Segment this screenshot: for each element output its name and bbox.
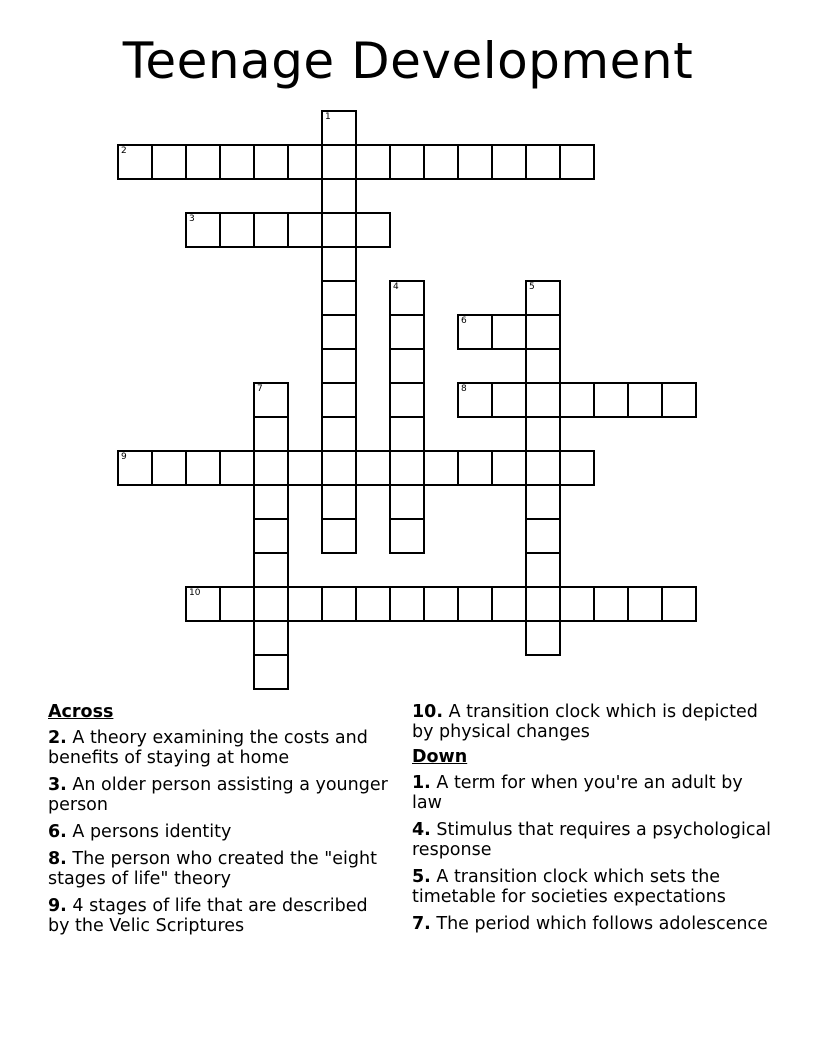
grid-cell[interactable]	[321, 110, 357, 146]
clue-across-10	[412, 702, 772, 742]
clue-number: 5.	[412, 867, 431, 887]
grid-cell[interactable]	[287, 144, 323, 180]
grid-cell[interactable]	[389, 144, 425, 180]
grid-cell[interactable]	[321, 484, 357, 520]
page-title: Teenage Development	[122, 32, 694, 90]
grid-cell[interactable]	[525, 144, 561, 180]
grid-cell[interactable]	[389, 416, 425, 452]
grid-cell[interactable]	[457, 314, 493, 350]
grid-cell[interactable]	[457, 450, 493, 486]
grid-cell[interactable]	[491, 314, 527, 350]
grid-cell[interactable]	[287, 450, 323, 486]
grid-cell[interactable]	[355, 212, 391, 248]
grid-cell[interactable]	[287, 586, 323, 622]
clue-number: 8.	[48, 849, 67, 869]
grid-cell[interactable]	[559, 450, 595, 486]
grid-cell[interactable]	[321, 382, 357, 418]
cell-number: 5	[529, 282, 535, 292]
grid-cell[interactable]	[287, 212, 323, 248]
cell-number: 9	[121, 452, 127, 462]
grid-cell[interactable]	[185, 450, 221, 486]
down-heading: Down	[412, 747, 468, 767]
grid-cell[interactable]	[525, 416, 561, 452]
grid-cell[interactable]	[321, 416, 357, 452]
clue-number: 9.	[48, 896, 67, 916]
clue-down-5	[412, 867, 772, 907]
clue-column-left	[48, 702, 393, 943]
grid-cell[interactable]	[389, 348, 425, 384]
grid-cell[interactable]	[525, 620, 561, 656]
clue-text: 4 stages of life that are described by the Velic Scriptures	[48, 896, 368, 936]
grid-cell[interactable]	[457, 382, 493, 418]
cell-number: 2	[121, 146, 127, 156]
clue-text: A term for when you're an adult by law	[412, 773, 743, 813]
grid-cell[interactable]	[185, 212, 221, 248]
grid-cell[interactable]	[321, 518, 357, 554]
clue-text: A theory examining the costs and benefits of staying at home	[48, 728, 368, 768]
grid-cell[interactable]	[593, 586, 629, 622]
grid-cell[interactable]	[253, 620, 289, 656]
cell-number: 7	[257, 384, 263, 394]
grid-cell[interactable]	[321, 178, 357, 214]
grid-cell[interactable]	[321, 314, 357, 350]
clue-text: A persons identity	[72, 822, 232, 842]
clue-down-4	[412, 820, 772, 860]
grid-cell[interactable]	[253, 450, 289, 486]
clue-text: A transition clock which is depicted by physical changes	[412, 702, 758, 742]
grid-cell[interactable]	[219, 586, 255, 622]
grid-cell[interactable]	[117, 450, 153, 486]
grid-cell[interactable]	[661, 586, 697, 622]
clue-column-right	[412, 702, 772, 941]
grid-cell[interactable]	[559, 144, 595, 180]
grid-cell[interactable]	[525, 450, 561, 486]
grid-cell[interactable]	[355, 450, 391, 486]
grid-cell[interactable]	[389, 314, 425, 350]
across-heading: Across	[48, 702, 114, 722]
grid-cell[interactable]	[151, 450, 187, 486]
grid-cell[interactable]	[389, 484, 425, 520]
grid-cell[interactable]	[321, 586, 357, 622]
grid-cell[interactable]	[355, 586, 391, 622]
grid-cell[interactable]	[321, 212, 357, 248]
grid-cell[interactable]	[253, 382, 289, 418]
grid-cell[interactable]	[219, 144, 255, 180]
grid-cell[interactable]	[423, 144, 459, 180]
grid-cell[interactable]	[525, 552, 561, 588]
grid-cell[interactable]	[423, 586, 459, 622]
grid-cell[interactable]	[457, 144, 493, 180]
grid-cell[interactable]	[253, 586, 289, 622]
grid-cell[interactable]	[253, 416, 289, 452]
grid-cell[interactable]	[661, 382, 697, 418]
grid-cell[interactable]	[219, 450, 255, 486]
clue-across-2	[48, 728, 393, 768]
clue-number: 7.	[412, 914, 431, 934]
grid-cell[interactable]	[321, 348, 357, 384]
grid-cell[interactable]	[525, 280, 561, 316]
grid-cell[interactable]	[559, 382, 595, 418]
grid-cell[interactable]	[525, 586, 561, 622]
grid-cell[interactable]	[253, 484, 289, 520]
grid-cell[interactable]	[185, 144, 221, 180]
grid-cell[interactable]	[525, 484, 561, 520]
grid-cell[interactable]	[491, 586, 527, 622]
clue-down-7	[412, 914, 772, 934]
grid-cell[interactable]	[389, 280, 425, 316]
grid-cell[interactable]	[321, 246, 357, 282]
clue-across-9	[48, 896, 393, 936]
clue-across-6	[48, 822, 393, 842]
grid-cell[interactable]	[491, 450, 527, 486]
grid-cell[interactable]	[525, 348, 561, 384]
grid-cell[interactable]	[593, 382, 629, 418]
clue-text: An older person assisting a younger person	[48, 775, 388, 815]
cell-number: 8	[461, 384, 467, 394]
grid-cell[interactable]	[491, 382, 527, 418]
clue-number: 6.	[48, 822, 67, 842]
cell-number: 3	[189, 214, 195, 224]
grid-cell[interactable]	[389, 450, 425, 486]
grid-cell[interactable]	[389, 518, 425, 554]
grid-cell[interactable]	[389, 382, 425, 418]
clue-text: Stimulus that requires a psychological response	[412, 820, 772, 860]
grid-cell[interactable]	[253, 212, 289, 248]
grid-cell[interactable]	[253, 654, 289, 690]
grid-cell[interactable]	[525, 314, 561, 350]
grid-cell[interactable]	[117, 144, 153, 180]
clue-number: 3.	[48, 775, 67, 795]
clue-text: The period which follows adolescence	[436, 914, 768, 934]
clue-number: 4.	[412, 820, 431, 840]
clue-across-3	[48, 775, 393, 815]
grid-cell[interactable]	[457, 586, 493, 622]
clue-number: 2.	[48, 728, 67, 748]
grid-cell[interactable]	[219, 212, 255, 248]
grid-cell[interactable]	[355, 144, 391, 180]
grid-cell[interactable]	[559, 586, 595, 622]
grid-cell[interactable]	[151, 144, 187, 180]
clue-down-1	[412, 773, 772, 813]
grid-cell[interactable]	[253, 144, 289, 180]
grid-cell[interactable]	[253, 518, 289, 554]
cell-number: 4	[393, 282, 399, 292]
clue-text: A transition clock which sets the timetable for societies expectations	[412, 867, 726, 907]
grid-cell[interactable]	[525, 518, 561, 554]
cell-number: 1	[325, 112, 331, 122]
grid-cell[interactable]	[627, 586, 663, 622]
cell-number: 6	[461, 316, 467, 326]
grid-cell[interactable]	[185, 586, 221, 622]
grid-cell[interactable]	[253, 552, 289, 588]
clue-text: The person who created the "eight stages of life" theory	[48, 849, 377, 889]
grid-cell[interactable]	[321, 144, 357, 180]
clue-across-8	[48, 849, 393, 889]
clue-number: 1.	[412, 773, 431, 793]
grid-cell[interactable]	[627, 382, 663, 418]
cell-number: 10	[189, 588, 201, 598]
grid-cell[interactable]	[491, 144, 527, 180]
clue-number: 10.	[412, 702, 444, 722]
grid-cell[interactable]	[389, 586, 425, 622]
grid-cell[interactable]	[423, 450, 459, 486]
grid-cell[interactable]	[525, 382, 561, 418]
grid-cell[interactable]	[321, 450, 357, 486]
grid-cell[interactable]	[321, 280, 357, 316]
